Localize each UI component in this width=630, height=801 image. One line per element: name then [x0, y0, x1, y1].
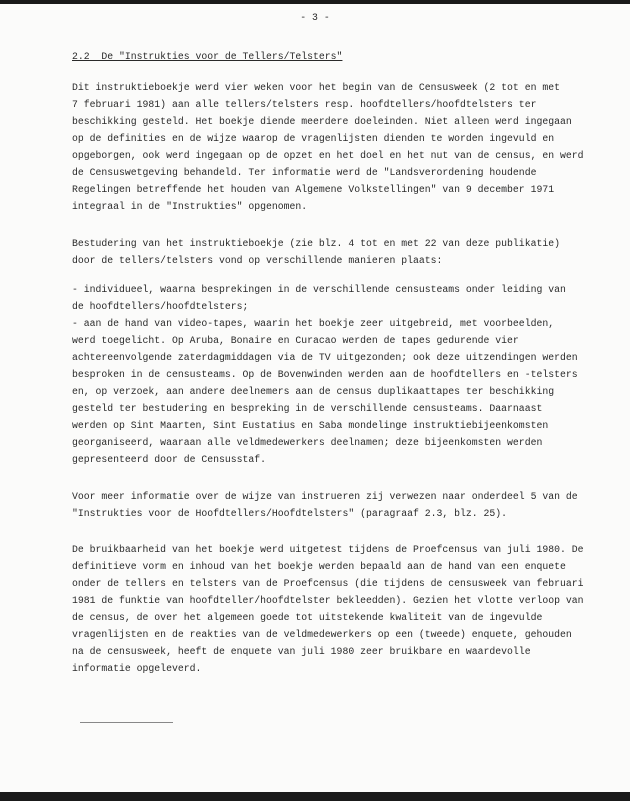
text-line: 7 februari 1981) aan alle tellers/telsters resp. hoofdtellers/hoofdtelsters ter	[72, 99, 537, 110]
section-heading: 2.2 De "Instrukties voor de Tellers/Telsters"	[72, 51, 343, 62]
text-line: Dit instruktieboekje werd vier weken voor het begin van de Censusweek (2 tot en met	[72, 82, 560, 93]
text-line: definitieve vorm en inhoud van het boekje werden bepaald aan de hand van een enquete	[72, 561, 566, 572]
text-line: Bestudering van het instruktieboekje (zie blz. 4 tot en met 22 van deze publikatie)	[72, 238, 560, 249]
text-line: en, op verzoek, aan andere deelnemers aan de census duplikaattapes ter beschikking	[72, 386, 555, 397]
text-line: georganiseerd, waaraan alle veldmedewerkers deelnamen; deze bijeenkomsten werden	[72, 437, 543, 448]
text-line: werd toegelicht. Op Aruba, Bonaire en Curacao werden de tapes gedurende vier	[72, 335, 519, 346]
scan-edge-top	[0, 0, 630, 4]
text-line: de Censuswetgeving behandeld. Ter informatie werd de "Landsverordening houdende	[72, 167, 537, 178]
text-line: achtereenvolgende zaterdagmiddagen via de TV uitgezonden; ook deze uitzendingen werden	[72, 352, 578, 363]
text-line: beschikking gesteld. Het boekje diende meerdere doeleinden. Niet alleen werd ingegaan	[72, 116, 572, 127]
scan-edge-bottom	[0, 792, 630, 801]
text-line: de census, de over het algemeen goede tot uitstekende kwaliteit van de ingevulde	[72, 612, 543, 623]
text-line: vragenlijsten en de reakties van de veldmedewerkers op een (tweede) enquete, gehouden	[72, 629, 572, 640]
page-number: - 3 -	[300, 12, 330, 23]
text-line: - individueel, waarna besprekingen in de verschillende censusteams onder leiding van	[72, 284, 566, 295]
text-line: na de censusweek, heeft de enquete van juli 1980 zeer bruikbare en waardevolle	[72, 646, 531, 657]
text-line: 1981 de funktie van hoofdteller/hoofdtelster bekleedden). Gezien het vlotte verloop van	[72, 595, 584, 606]
text-line: de hoofdtellers/hoofdtelsters;	[72, 301, 249, 312]
text-line: onder de tellers en telsters van de Proefcensus (die tijdens de censusweek van februari	[72, 578, 584, 589]
text-line: informatie opgeleverd.	[72, 663, 202, 674]
text-line: werden op Sint Maarten, Sint Eustatius en Saba mondelinge instruktiebijeenkomsten	[72, 420, 549, 431]
text-line: besproken in de censusteams. Op de Bovenwinden werden aan de hoofdtellers en -telsters	[72, 369, 578, 380]
text-line: "Instrukties voor de Hoofdtellers/Hoofdtelsters" (paragraaf 2.3, blz. 25).	[72, 508, 508, 519]
text-line: gepresenteerd door de Censusstaf.	[72, 454, 267, 465]
text-line: op de definities en de wijze waarop de vragenlijsten dienden te worden ingevuld en	[72, 133, 555, 144]
text-line: integraal in de "Instrukties" opgenomen.	[72, 201, 308, 212]
text-line: De bruikbaarheid van het boekje werd uitgetest tijdens de Proefcensus van juli 1980. De	[72, 544, 584, 555]
text-line: gesteld ter bestudering en bespreking in de verschillende censusteams. Daarnaast	[72, 403, 543, 414]
text-line: Regelingen betreffende het houden van Algemene Volkstellingen" van 9 december 1971	[72, 184, 555, 195]
text-line: opgeborgen, ook werd ingegaan op de opzet en het doel en het nut van de census, en werd	[72, 150, 584, 161]
text-line: Voor meer informatie over de wijze van instrueren zij verwezen naar onderdeel 5 van de	[72, 491, 578, 502]
text-line: - aan de hand van video-tapes, waarin het boekje zeer uitgebreid, met voorbeelden,	[72, 318, 555, 329]
footnote-rule	[80, 722, 173, 723]
text-line: door de tellers/telsters vond op verschillende manieren plaats:	[72, 255, 443, 266]
